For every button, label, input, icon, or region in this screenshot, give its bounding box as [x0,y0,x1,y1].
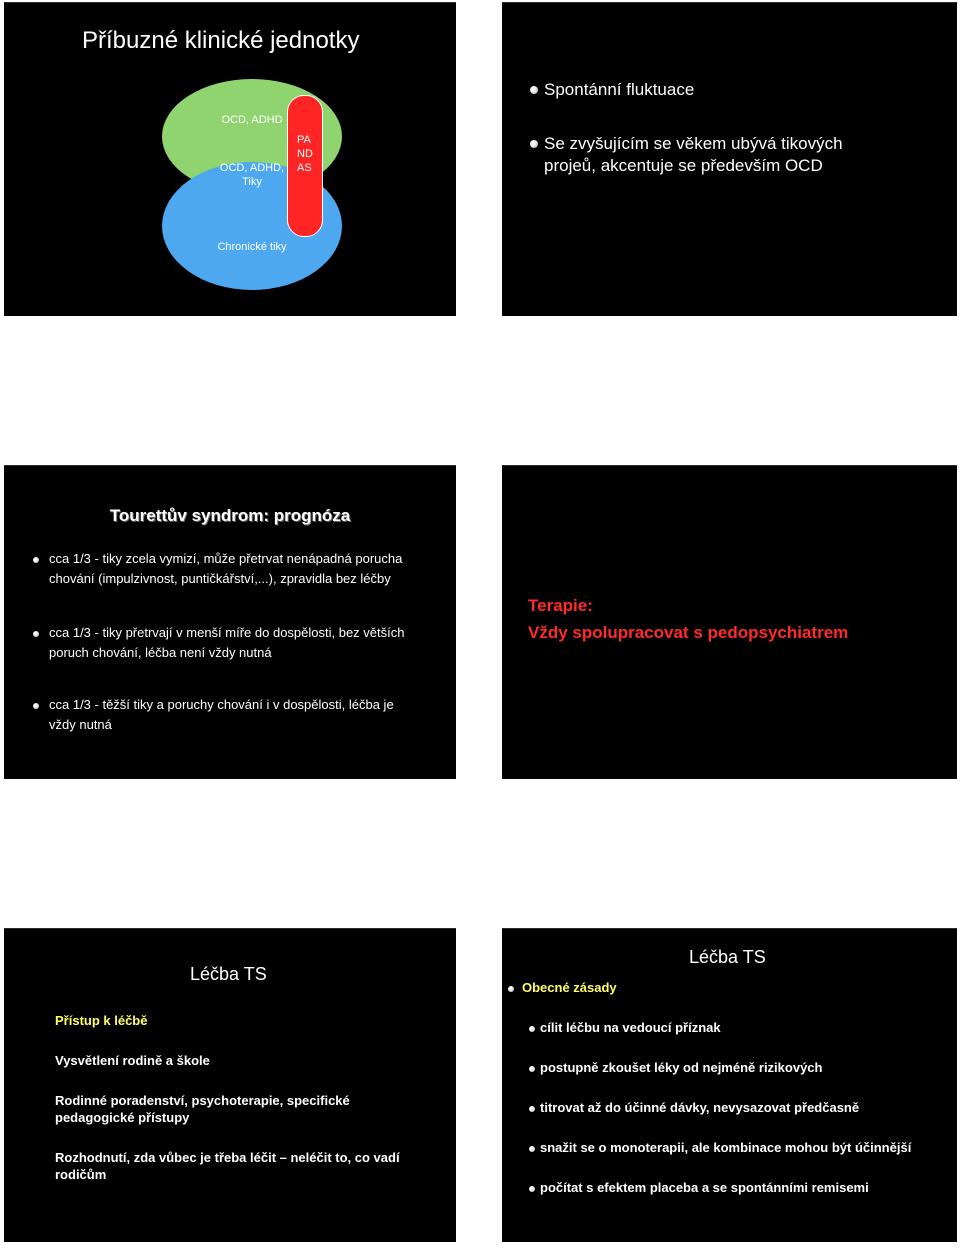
prognosis-item-2-line-2: poruch chování, léčba není vždy nutná [49,645,272,660]
bullet-dot-icon [529,1026,535,1032]
label-pandas: PANDAS [297,134,313,174]
slide-prognosis [4,465,456,779]
prognosis-item-1-line-2: chování (impulzivnost, puntičkářství,...), zpravidla bez léčby [49,571,391,586]
bullet-dot-icon [529,1066,535,1072]
slide-title: Tourettův syndrom: prognóza [109,506,351,525]
approach-item-1: Vysvětlení rodině a škole [55,1053,210,1068]
bullet-dot-icon [530,140,538,148]
label-chronic-tics: Chronické tiky [217,241,287,253]
bullet-dot-icon [33,703,39,709]
principle-item-4: snažit se o monoterapii, ale kombinace mohou být účinnější [540,1140,912,1155]
prognosis-item-3-line-2: vždy nutná [49,717,112,732]
bullet-dot-icon [529,1106,535,1112]
bullet-dot-icon [33,631,39,637]
therapy-label: Terapie: [528,596,593,615]
approach-item-2-line-1: Rodinné poradenství, psychoterapie, specifické [55,1093,350,1108]
slide-therapy [502,465,957,779]
principle-item-1: cílit léčbu na vedoucí příznak [540,1020,721,1035]
label-ocd-adhd-tics-1: OCD, ADHD, [219,162,285,174]
prognosis-item-2-line-1: cca 1/3 - tiky přetrvají v menší míře do dospělosti, bez větších [49,625,405,640]
prognosis-item-3-line-1: cca 1/3 - těžší tiky a poruchy chování i v dospělosti, léčba je [49,697,394,712]
slide-title: Léčba TS [689,947,766,967]
approach-item-3-line-1: Rozhodnutí, zda vůbec je třeba léčit – neléčit to, co vadí [55,1150,400,1165]
bullet-dot-icon [530,86,538,94]
slide-fluctuation [502,2,957,316]
slide-treatment-approach [4,928,456,1242]
label-ocd-adhd: OCD, ADHD [221,114,283,126]
principles-heading: Obecné zásady [522,980,617,995]
slide-general-principles [502,928,957,1242]
principle-item-5: počítat s efektem placeba a se spontánními remisemi [540,1180,869,1195]
slide-title: Příbuzné klinické jednotky [82,27,360,54]
bullet-item-1: Spontánní fluktuace [544,80,695,99]
approach-item-2-line-2: pedagogické přístupy [55,1110,190,1125]
approach-heading: Přístup k léčbě [55,1013,148,1028]
bullet-item-2-line-1: Se zvyšujícím se věkem ubývá tikových [544,134,843,153]
principle-item-3: titrovat až do účinné dávky, nevysazovat předčasně [540,1100,860,1115]
bullet-dot-icon [33,557,39,563]
principle-item-2: postupně zkoušet léky od nejméně rizikových [540,1060,823,1075]
slide-related-entities [4,2,456,316]
approach-item-3-line-2: rodičům [55,1167,107,1182]
therapy-text: Vždy spolupracovat s pedopsychiatrem [528,623,849,642]
prognosis-item-1-line-1: cca 1/3 - tiky zcela vymizí, může přetrvat nenápadná porucha [49,551,403,566]
bullet-item-2-line-2: projeů, akcentuje se především OCD [544,156,823,175]
bullet-dot-icon [529,1146,535,1152]
slide-title: Léčba TS [190,964,267,984]
bullet-dot-icon [529,1186,535,1192]
bullet-dot-icon [508,986,514,992]
label-ocd-adhd-tics-2: Tiky [242,176,262,188]
